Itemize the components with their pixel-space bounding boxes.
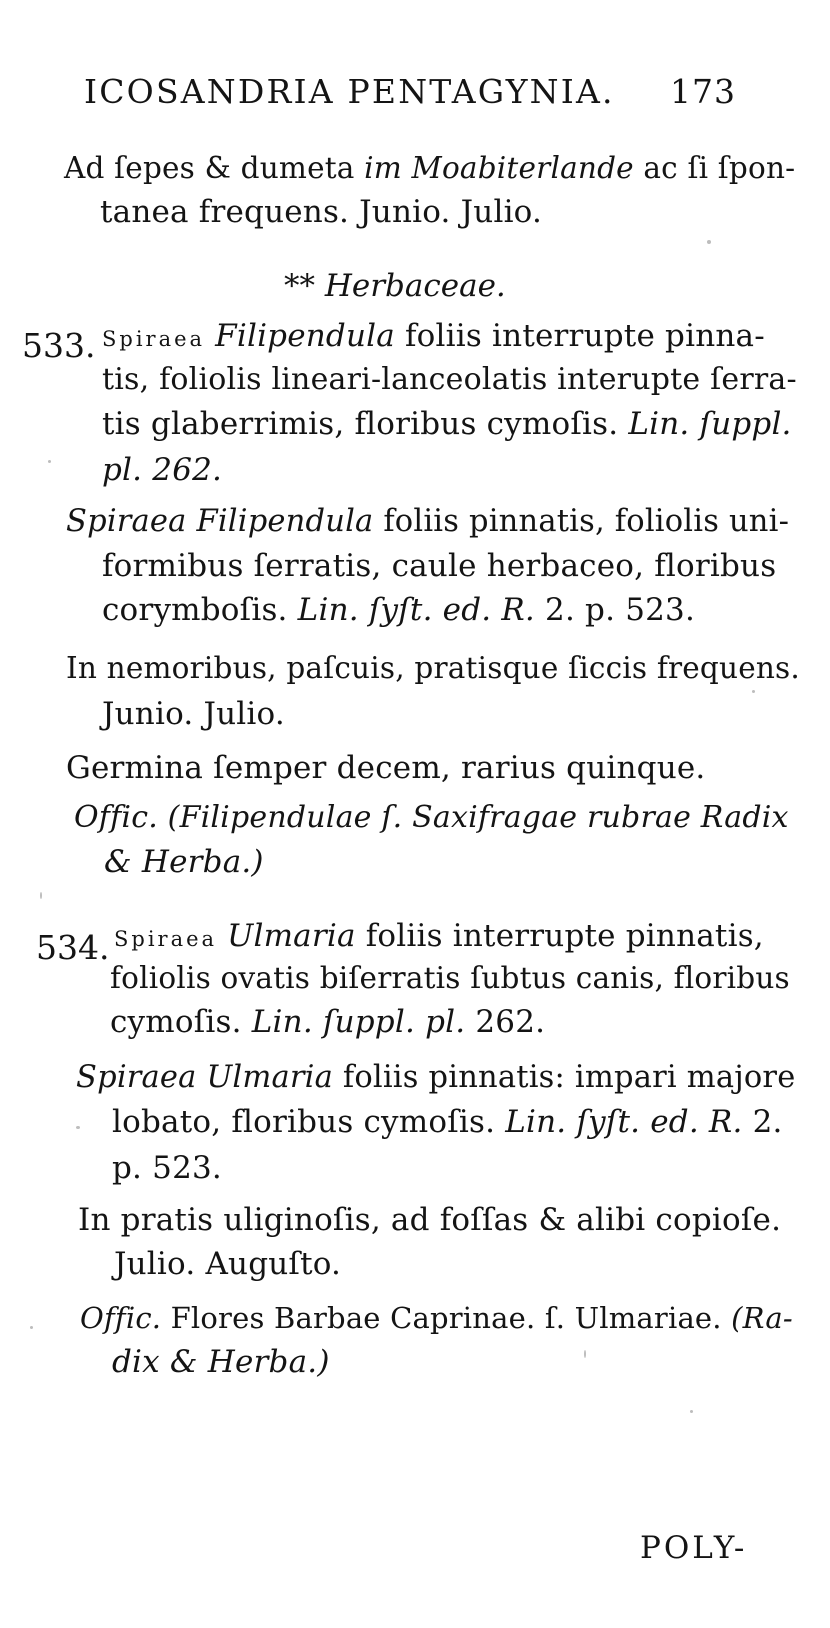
entry-534-habitat-line-2: Julio. Auguſto. <box>114 1246 342 1282</box>
synonym-name: Spiraea Filipendula <box>66 504 374 539</box>
offic-text: Flores Barbae Caprinae. ſ. Ulmariae. <box>161 1301 732 1335</box>
entry-534-synonym-line-3: p. 523. <box>112 1150 222 1186</box>
entry-533-number: 533. <box>22 326 96 365</box>
paper-speck <box>30 1326 33 1329</box>
intro-locality: im Moabiterlande <box>364 151 634 185</box>
entry-533-note: Germina ſemper decem, rarius quinque. <box>66 750 706 786</box>
entry-534-line-1 <box>114 916 764 959</box>
paper-speck <box>690 1410 693 1413</box>
page-number: 173 <box>670 72 736 111</box>
intro-text-cont: ac ſi ſpon- <box>633 151 796 185</box>
entry-533-line-2: tis, foliolis lineari-lanceolatis interupte ſerra- <box>102 362 797 397</box>
genus-name: Spiraea <box>102 327 206 351</box>
citation-page: 262. <box>465 1004 546 1040</box>
synonym-text: foliis pinnatis, foliolis uni- <box>373 504 790 539</box>
entry-534-line-3 <box>110 1002 545 1042</box>
entry-534-offic-line-1 <box>80 1298 793 1338</box>
catchword: POLY- <box>640 1530 748 1566</box>
paper-speck <box>707 240 711 244</box>
entry-533-offic-line-1: Offic. (Filipendulae ſ. Saxifragae rubrae Radix <box>74 800 789 835</box>
diagnosis-text: cymoſis. <box>110 1004 252 1040</box>
genus-name: Spiraea <box>114 927 218 951</box>
section-heading <box>284 268 506 304</box>
synonym-name: Spiraea Ulmaria <box>76 1060 333 1095</box>
paper-speck <box>752 690 755 693</box>
species-name: Filipendula <box>215 318 395 354</box>
citation: Lin. ſuppl. <box>628 406 792 442</box>
paper-speck <box>584 1350 586 1358</box>
entry-534-synonym-line-2 <box>112 1102 783 1142</box>
running-header-title: ICOSANDRIA PENTAGYNIA. <box>84 72 615 111</box>
section-stars: ** <box>284 268 315 304</box>
entry-533-synonym-line-2: formibus ſerratis, caule herbaceo, floribus <box>102 548 777 584</box>
synonym-text: corymboſis. <box>102 592 298 628</box>
entry-533-synonym-line-3 <box>102 590 695 630</box>
entry-534-line-2: foliolis ovatis biſerratis ſubtus canis, floribus <box>110 961 790 995</box>
citation-page: 2. <box>742 1104 783 1140</box>
citation: Lin. ſuppl. pl. <box>251 1004 466 1040</box>
entry-533-line-3 <box>102 404 792 444</box>
entry-533-offic-line-2: & Herba.) <box>104 844 264 880</box>
offic-parts: (Ra- <box>731 1301 793 1335</box>
citation-page: 2. p. 523. <box>534 592 696 628</box>
synonym-text: lobato, floribus cymoſis. <box>112 1104 506 1140</box>
intro-line-1 <box>64 148 795 188</box>
entry-533-synonym-line-1 <box>66 502 789 542</box>
entry-534-number: 534. <box>36 928 110 967</box>
synonym-text: foliis pinnatis: impari majore <box>332 1060 796 1095</box>
species-name: Ulmaria <box>227 918 356 954</box>
entry-534-habitat-line-1: In pratis uliginoſis, ad foſſas & alibi copioſe. <box>78 1202 782 1238</box>
diagnosis-text: tis glaberrimis, floribus cymoſis. <box>102 406 629 442</box>
entry-534-synonym-line-1 <box>76 1058 795 1098</box>
section-label: Herbaceae. <box>324 268 506 304</box>
entry-533-line-4: pl. 262. <box>102 452 223 488</box>
paper-speck <box>40 892 42 899</box>
intro-text: Ad ſepes & dumeta <box>64 151 365 185</box>
diagnosis-text: foliis interrupte pinna- <box>394 318 765 354</box>
citation: Lin. ſyſt. ed. R. <box>505 1104 743 1140</box>
diagnosis-text: foliis interrupte pinnatis, <box>355 918 764 954</box>
intro-line-2: tanea frequens. Junio. Julio. <box>100 194 543 230</box>
paper-speck <box>76 1126 80 1129</box>
entry-533-habitat-line-2: Junio. Julio. <box>102 696 285 732</box>
entry-533-line-1 <box>102 316 765 359</box>
offic-label: Offic. <box>80 1301 162 1335</box>
entry-533-habitat-line-1: In nemoribus, paſcuis, pratisque ſiccis frequens. <box>66 651 800 685</box>
paper-speck <box>48 460 51 463</box>
entry-534-offic-line-2: dix & Herba.) <box>112 1344 330 1380</box>
citation: Lin. ſyſt. ed. R. <box>297 592 535 628</box>
